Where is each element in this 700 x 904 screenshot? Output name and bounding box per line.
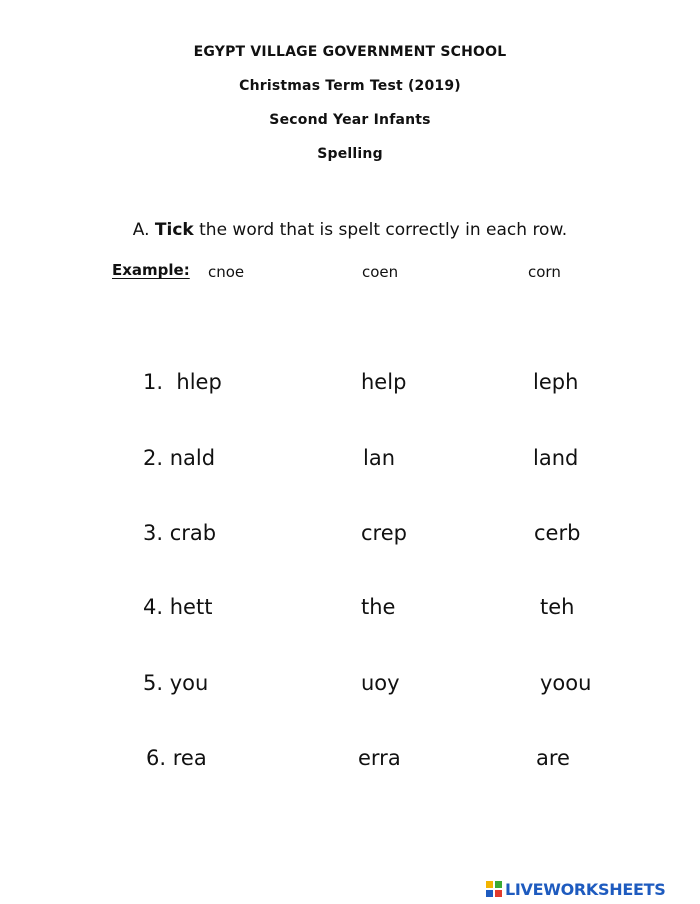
word-option: hett xyxy=(169,595,213,619)
class-name: Second Year Infants xyxy=(269,112,431,128)
spelling-option[interactable]: are xyxy=(536,746,570,770)
spelling-option[interactable] xyxy=(143,446,215,470)
spelling-option[interactable] xyxy=(146,746,207,770)
spelling-option[interactable]: cerb xyxy=(534,521,581,545)
watermark-text: LIVEWORKSHEETS xyxy=(505,879,666,899)
example-label xyxy=(112,261,190,279)
word-option: hlep xyxy=(176,370,222,394)
spelling-option[interactable] xyxy=(143,370,222,394)
instruction xyxy=(0,220,700,240)
word-option: rea xyxy=(172,746,207,770)
instruction-rest: the word that is spelt correctly in each row. xyxy=(193,220,568,240)
example-label-text: Example: xyxy=(112,261,190,279)
instruction-prefix: A. xyxy=(132,220,155,240)
subject-name: Spelling xyxy=(317,146,383,162)
spelling-option[interactable]: yoou xyxy=(540,671,592,695)
spelling-option[interactable]: leph xyxy=(533,370,579,394)
example-word: cnoe xyxy=(208,263,245,281)
example-word: coen xyxy=(362,263,399,281)
spelling-option[interactable]: lan xyxy=(363,446,396,470)
liveworksheets-logo-icon xyxy=(486,881,502,897)
spelling-option[interactable]: teh xyxy=(540,595,575,619)
spelling-option[interactable] xyxy=(143,671,208,695)
test-title: Christmas Term Test (2019) xyxy=(239,78,461,94)
spelling-option[interactable]: land xyxy=(533,446,579,470)
spelling-option[interactable]: uoy xyxy=(361,671,400,695)
spelling-option[interactable]: the xyxy=(361,595,396,619)
word-option: crab xyxy=(169,521,217,545)
row-number: 3. xyxy=(143,521,164,545)
spelling-option[interactable]: crep xyxy=(361,521,407,545)
row-number: 2. xyxy=(143,446,164,470)
example-word: corn xyxy=(528,263,561,281)
liveworksheets-watermark xyxy=(486,878,665,900)
row-number: 1. xyxy=(143,370,164,394)
row-number: 4. xyxy=(143,595,164,619)
spelling-option[interactable]: erra xyxy=(358,746,401,770)
spelling-option[interactable] xyxy=(143,595,212,619)
word-option: you xyxy=(169,671,209,695)
spelling-option[interactable]: help xyxy=(361,370,407,394)
instruction-emphasis: Tick xyxy=(154,220,194,240)
school-name: EGYPT VILLAGE GOVERNMENT SCHOOL xyxy=(193,44,507,60)
row-number: 5. xyxy=(143,671,164,695)
word-option: nald xyxy=(169,446,216,470)
row-number: 6. xyxy=(146,746,167,770)
spelling-option[interactable] xyxy=(143,521,216,545)
